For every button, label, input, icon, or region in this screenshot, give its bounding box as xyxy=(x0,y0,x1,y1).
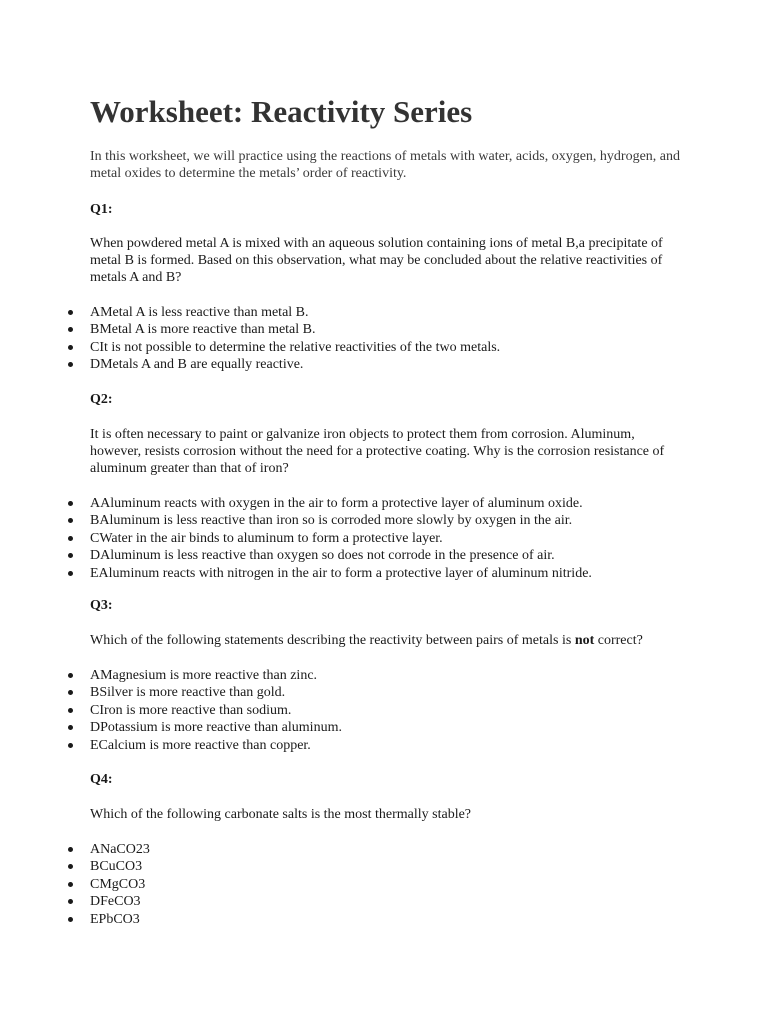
question-2-label: Q2: xyxy=(90,392,113,407)
option-item xyxy=(65,911,150,928)
option-text: DPotassium is more reactive than aluminum. xyxy=(90,720,342,736)
option-item xyxy=(65,702,342,719)
question-4-label: Q4: xyxy=(90,772,113,787)
option-item xyxy=(65,719,342,736)
option-item xyxy=(65,321,500,338)
option-text: CIron is more reactive than sodium. xyxy=(90,702,292,718)
option-item xyxy=(65,876,150,893)
option-item xyxy=(65,737,342,754)
option-item xyxy=(65,565,592,582)
option-text: BCuCO3 xyxy=(90,859,143,875)
bullet-icon xyxy=(68,518,73,523)
bullet-icon xyxy=(68,882,73,887)
option-item xyxy=(65,893,150,910)
bullet-icon xyxy=(68,917,73,922)
option-text: EAluminum reacts with nitrogen in the air to form a protective layer of aluminum nitride. xyxy=(90,565,592,581)
page-title: Worksheet: Reactivity Series xyxy=(90,94,473,129)
bullet-icon xyxy=(68,708,73,713)
option-text: EPbCO3 xyxy=(90,911,140,927)
bullet-icon xyxy=(68,327,73,332)
question-4-text: Which of the following carbonate salts is the most thermally stable? xyxy=(90,807,472,822)
option-item xyxy=(65,304,500,321)
intro-text: In this worksheet, we will practice using the reactions of metals with water, acids, oxygen, hydrogen, and metal oxides to determine the metals’ order of reactivity. xyxy=(90,149,680,181)
bullet-icon xyxy=(68,847,73,852)
question-3-text xyxy=(90,632,680,649)
bullet-icon xyxy=(68,362,73,367)
bullet-icon xyxy=(68,536,73,541)
bullet-icon xyxy=(68,864,73,869)
question-3-label: Q3: xyxy=(90,598,113,613)
option-text: CIt is not possible to determine the relative reactivities of the two metals. xyxy=(90,339,501,355)
question-3-text-end: correct? xyxy=(594,633,643,648)
option-item xyxy=(65,684,342,701)
option-item xyxy=(65,858,150,875)
bullet-icon xyxy=(68,501,73,506)
bullet-icon xyxy=(68,743,73,748)
bullet-icon xyxy=(68,571,73,576)
option-item xyxy=(65,547,592,564)
option-item xyxy=(65,356,500,373)
option-text: CMgCO3 xyxy=(90,876,146,892)
option-item xyxy=(65,667,342,684)
bullet-icon xyxy=(68,553,73,558)
option-text: BMetal A is more reactive than metal B. xyxy=(90,322,316,338)
option-text: ANaCO23 xyxy=(90,842,150,857)
bullet-icon xyxy=(68,673,73,678)
option-text: DMetals A and B are equally reactive. xyxy=(90,357,304,373)
bullet-icon xyxy=(68,725,73,730)
option-item xyxy=(65,339,500,356)
option-text: DAluminum is less reactive than oxygen so does not corrode in the presence of air. xyxy=(90,548,555,564)
bullet-icon xyxy=(68,690,73,695)
question-4-options xyxy=(65,841,150,928)
option-item xyxy=(65,841,150,858)
question-3-text-start: Which of the following statements describing the reactivity between pairs of metals is xyxy=(90,633,575,648)
bullet-icon xyxy=(68,310,73,315)
question-3-emphasis: not xyxy=(574,633,595,648)
option-text: DFeCO3 xyxy=(90,894,141,910)
question-2-options xyxy=(65,495,592,582)
question-1-label: Q1: xyxy=(90,202,113,217)
bullet-icon xyxy=(68,345,73,350)
question-3-options xyxy=(65,667,342,754)
option-text: CWater in the air binds to aluminum to form a protective layer. xyxy=(90,530,443,546)
question-1-options xyxy=(65,304,500,374)
option-text: AMagnesium is more reactive than zinc. xyxy=(90,668,318,683)
bullet-icon xyxy=(68,899,73,904)
question-1-text: When powdered metal A is mixed with an aqueous solution containing ions of metal B,a precipitate of metal B is formed. Based on this observation, what may be concluded about the relative reactivities of metals A and B? xyxy=(90,236,663,285)
option-text: BSilver is more reactive than gold. xyxy=(90,685,286,701)
option-item xyxy=(65,495,592,512)
option-text: AMetal A is less reactive than metal B. xyxy=(90,305,309,320)
option-item xyxy=(65,530,592,547)
question-2-text: It is often necessary to paint or galvanize iron objects to protect them from corrosion. Aluminum, however, resists corrosion without the need for a protective coating. Why is the corrosion resistance of aluminum greater than that of iron? xyxy=(90,427,665,476)
option-text: AAluminum reacts with oxygen in the air to form a protective layer of aluminum oxide. xyxy=(90,496,583,511)
option-text: BAluminum is less reactive than iron so is corroded more slowly by oxygen in the air. xyxy=(90,513,573,529)
option-item xyxy=(65,512,592,529)
option-text: ECalcium is more reactive than copper. xyxy=(90,737,311,753)
